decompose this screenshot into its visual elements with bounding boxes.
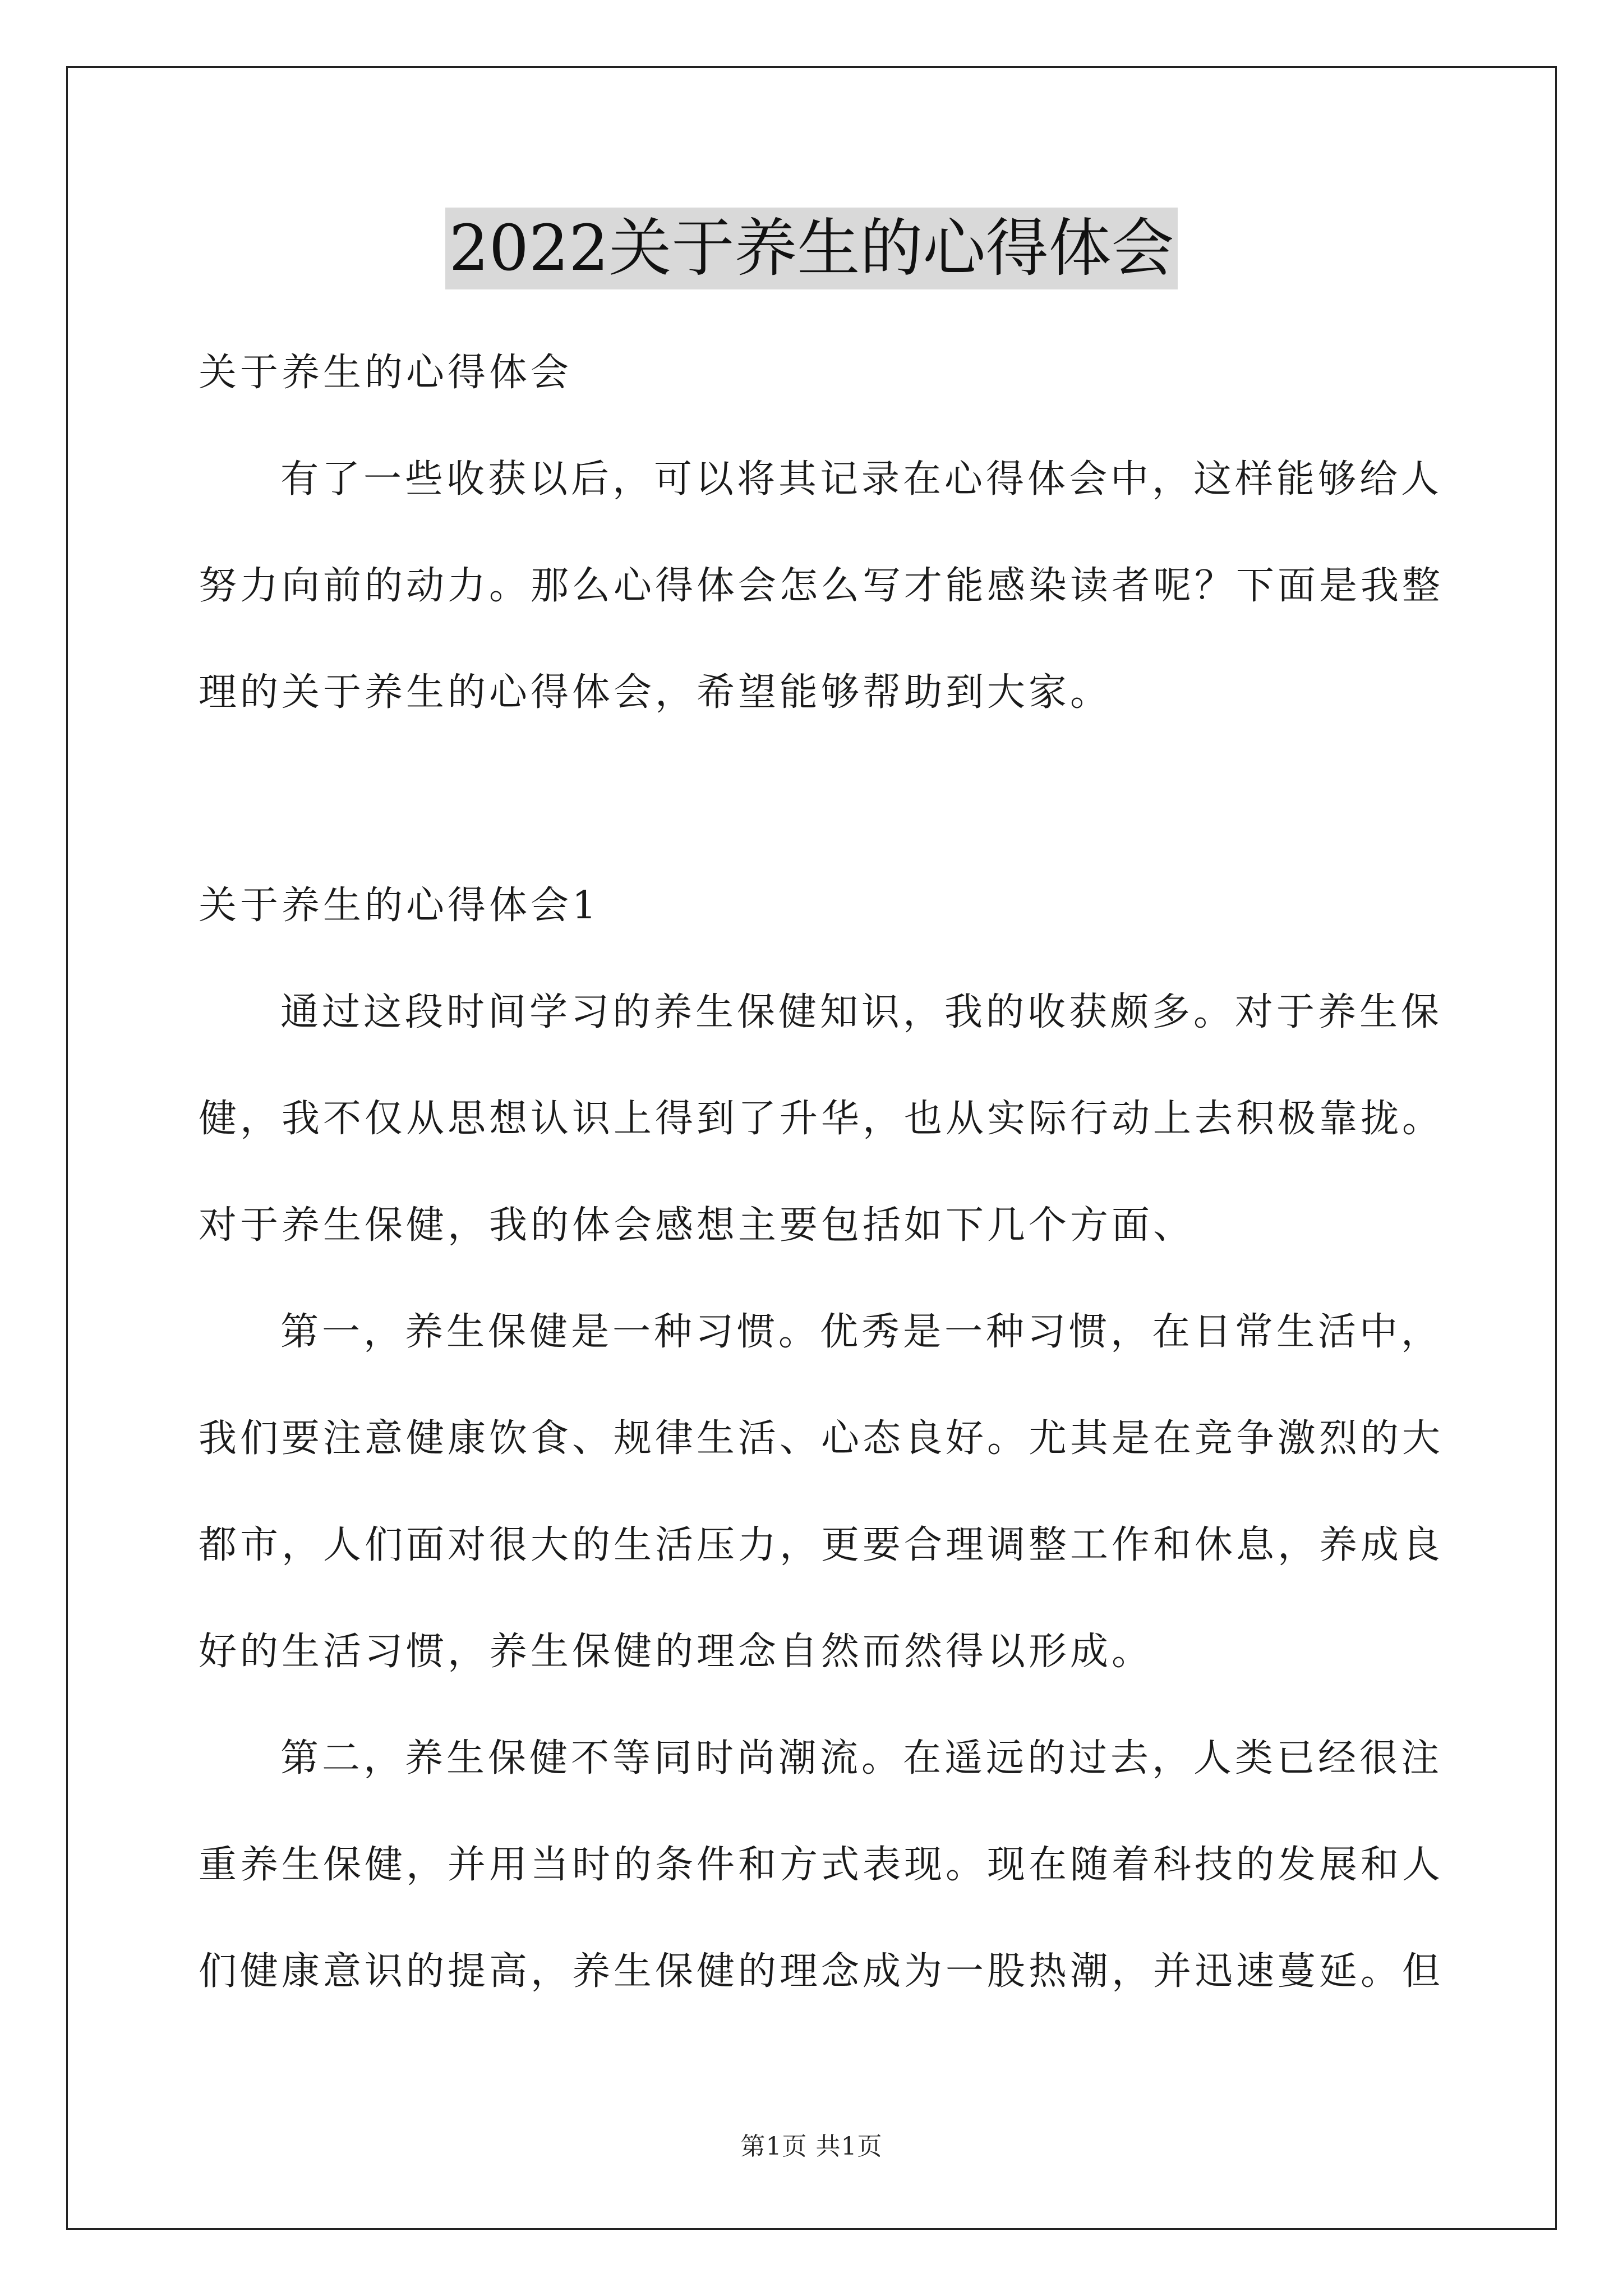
paragraph-line: 理的关于养生的心得体会，希望能够帮助到大家。 (199, 670, 1112, 715)
paragraph-line: 努力向前的动力。那么心得体会怎么写才能感染读者呢？下面是我整 (199, 564, 1444, 608)
document-body (199, 320, 1444, 2025)
paragraph-line: 第一，养生保健是一种习惯。优秀是一种习惯，在日常生活中， (280, 1310, 1443, 1354)
page-footer: 第1页 共1页 (740, 2132, 883, 2161)
paragraph-line: 好的生活习惯，养生保健的理念自然而然得以形成。 (199, 1630, 1154, 1674)
paragraph-line: 通过这段时间学习的养生保健知识，我的收获颇多。对于养生保 (280, 990, 1443, 1034)
paragraph-line: 重养生保健，并用当时的条件和方式表现。现在随着科技的发展和人 (199, 1843, 1444, 1887)
paragraph-line: 都市，人们面对很大的生活压力，更要合理调整工作和休息，养成良 (199, 1523, 1444, 1567)
blank-line (199, 746, 1432, 853)
title-wrapper (0, 208, 1623, 289)
paragraph-line: 有了一些收获以后，可以将其记录在心得体会中，这样能够给人 (280, 457, 1443, 501)
section-heading: 关于养生的心得体会1 (199, 884, 600, 928)
paragraph-line: 们健康意识的提高，养生保健的理念成为一股热潮，并迅速蔓延。但 (199, 1949, 1444, 1994)
paragraph-line: 我们要注意健康饮食、规律生活、心态良好。尤其是在竞争激烈的大 (199, 1416, 1444, 1461)
paragraph-line: 健，我不仅从思想认识上得到了升华，也从实际行动上去积极靠拢。 (199, 1097, 1444, 1141)
paragraph-line: 对于养生保健，我的体会感想主要包括如下几个方面、 (199, 1203, 1195, 1248)
document-title: 2022关于养生的心得体会 (445, 208, 1177, 289)
subtitle: 关于养生的心得体会 (199, 351, 573, 395)
paragraph-line: 第二，养生保健不等同时尚潮流。在遥远的过去，人类已经很注 (280, 1736, 1443, 1780)
